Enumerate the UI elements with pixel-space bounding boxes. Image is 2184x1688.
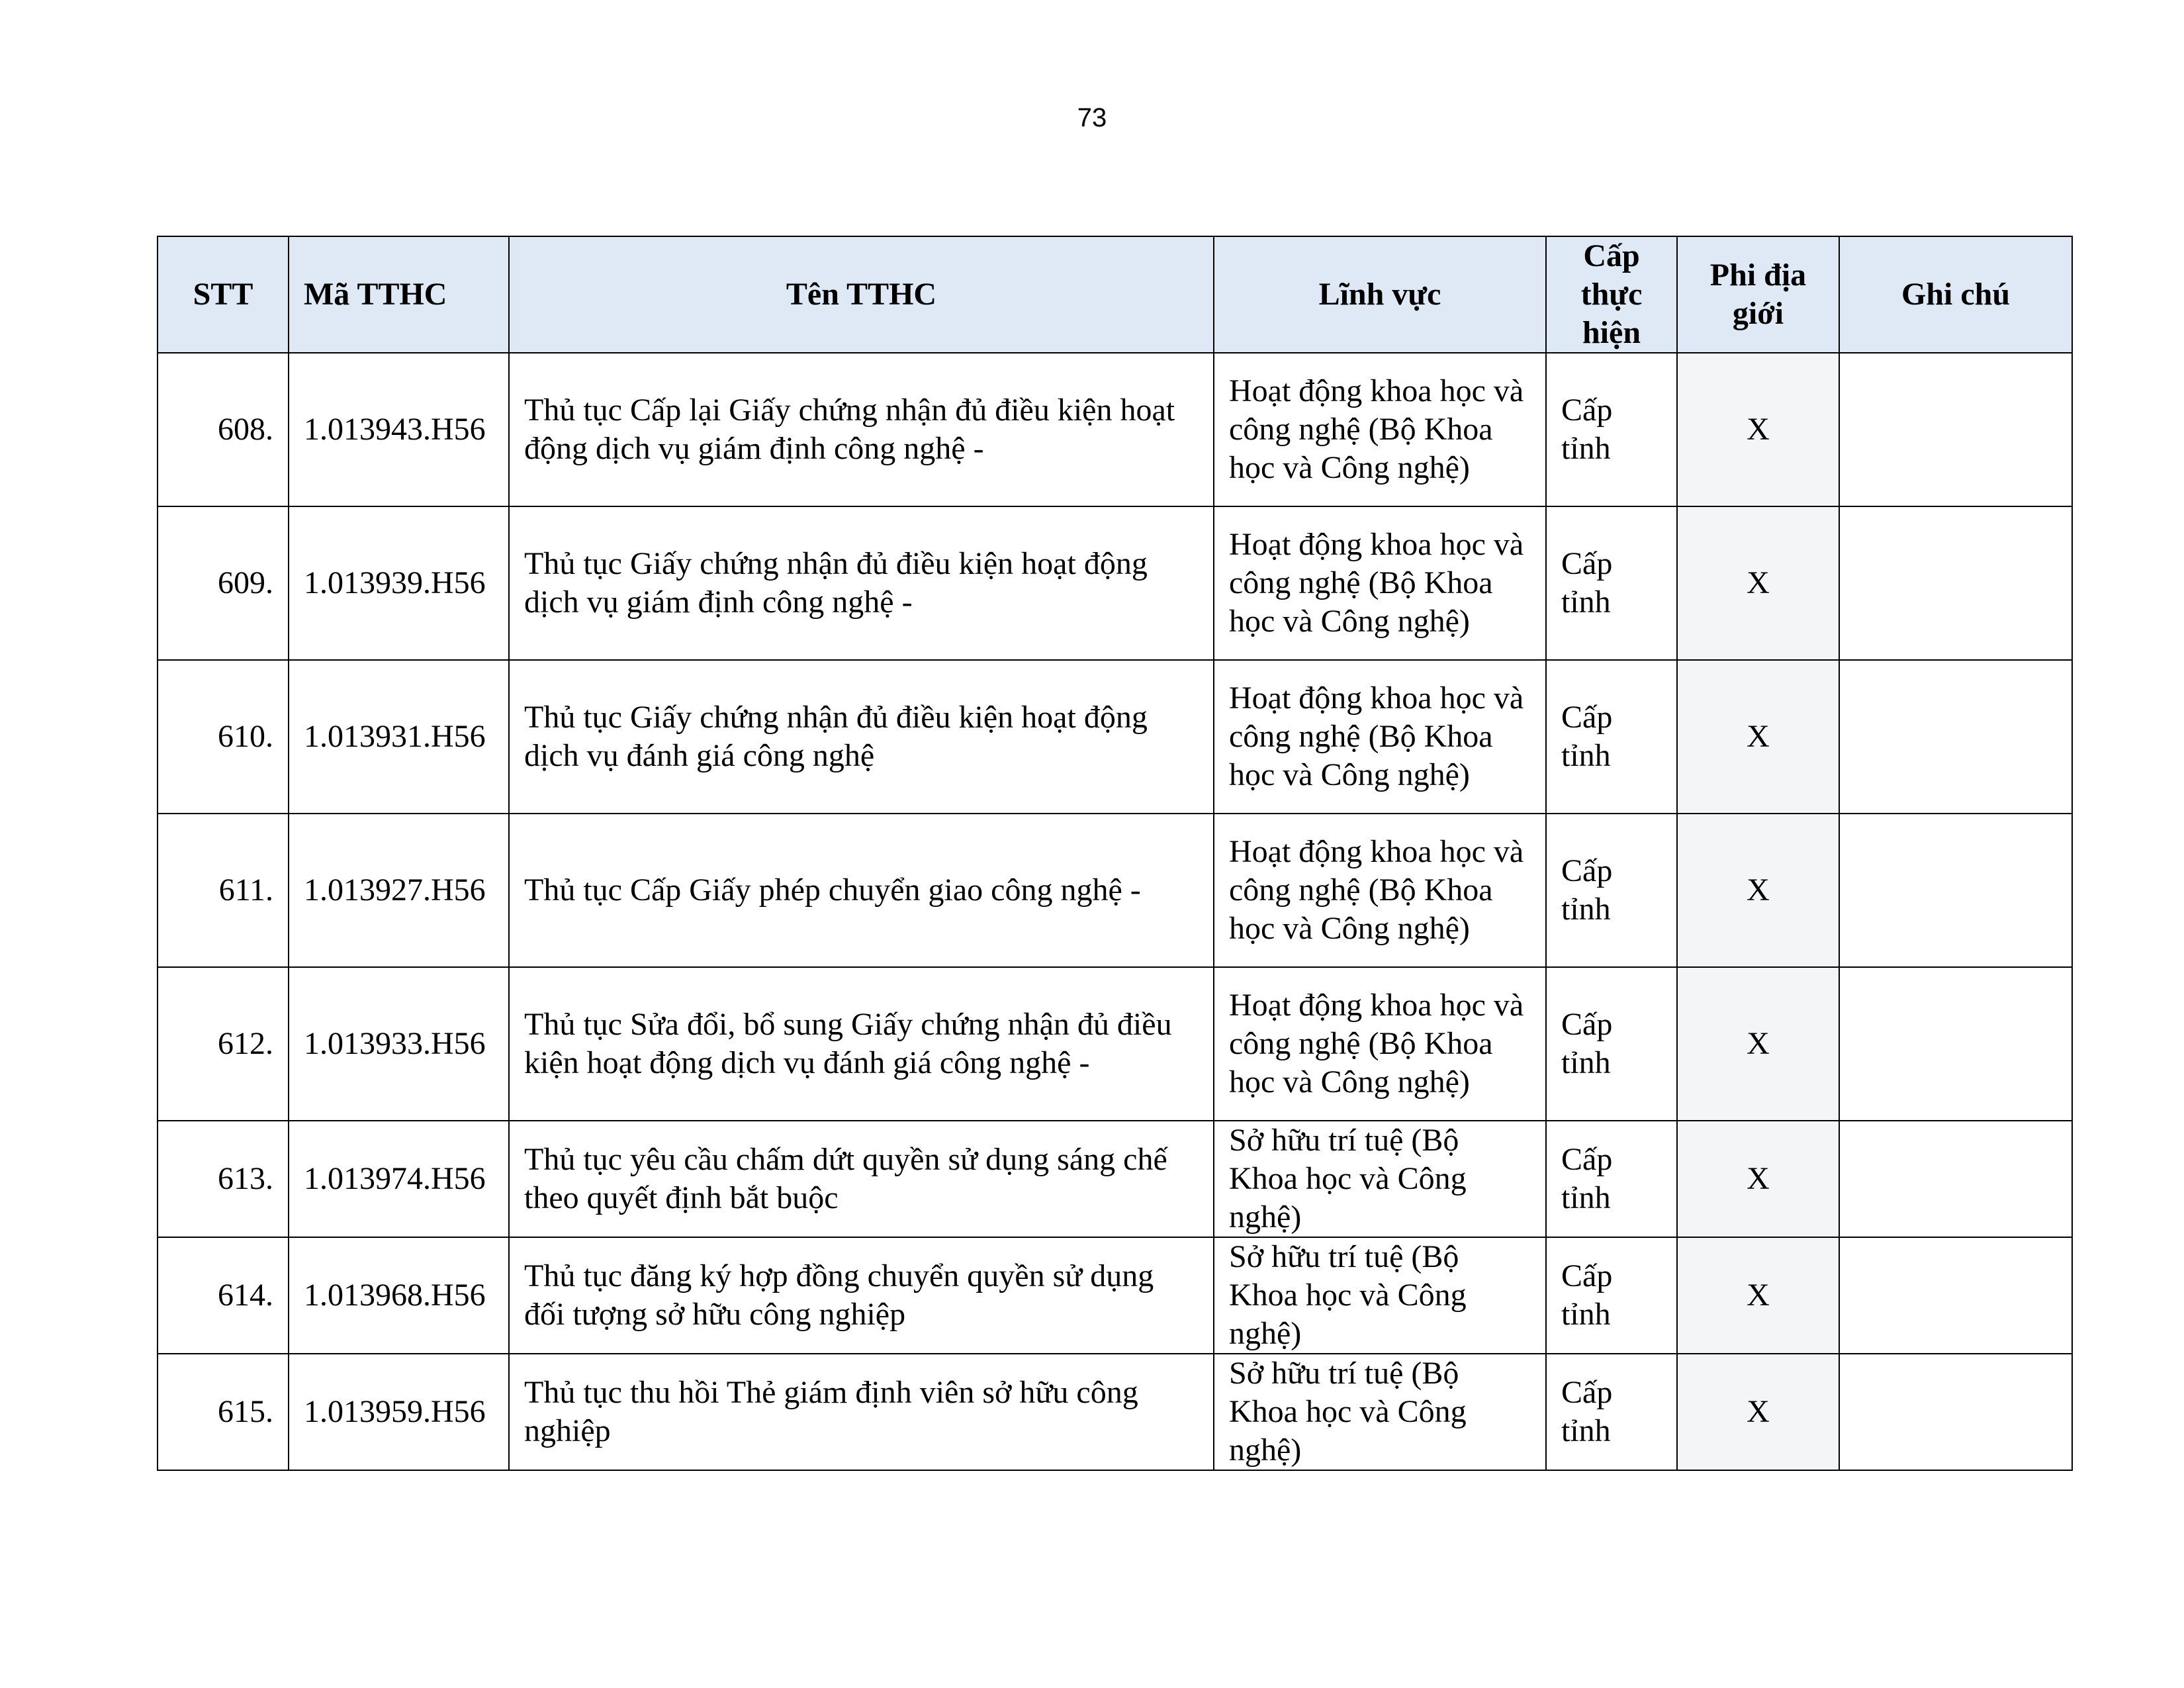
table-row [158, 1121, 2072, 1237]
tthc-table [157, 236, 2073, 1471]
cell-ten-tthc: Thủ tục Sửa đổi, bổ sung Giấy chứng nhận đủ điều kiện hoạt động dịch vụ đánh giá công nghệ - [509, 967, 1214, 1121]
cell-linh-vuc: Hoạt động khoa học và công nghệ (Bộ Khoa học và Công nghệ) [1214, 814, 1546, 967]
cell-ma-tthc: 1.013939.H56 [289, 506, 509, 660]
cell-ghi-chu [1839, 1354, 2072, 1470]
cell-stt: 610. [158, 660, 289, 814]
cell-ten-tthc: Thủ tục Cấp lại Giấy chứng nhận đủ điều kiện hoạt động dịch vụ giám định công nghệ - [509, 353, 1214, 506]
cell-cap-thuc-hien: Cấp tỉnh [1546, 1237, 1677, 1354]
cell-linh-vuc: Sở hữu trí tuệ (Bộ Khoa học và Công nghệ) [1214, 1121, 1546, 1237]
header-stt: STT [158, 236, 289, 353]
table-row [158, 1354, 2072, 1470]
header-linh-vuc: Lĩnh vực [1214, 236, 1546, 353]
cell-phi-dia-gioi: X [1677, 1237, 1839, 1354]
header-ma-tthc: Mã TTHC [289, 236, 509, 353]
cell-ghi-chu [1839, 1121, 2072, 1237]
page-number: 73 [1077, 103, 1107, 132]
cell-ghi-chu [1839, 353, 2072, 506]
cell-phi-dia-gioi: X [1677, 1354, 1839, 1470]
cell-linh-vuc: Sở hữu trí tuệ (Bộ Khoa học và Công nghệ) [1214, 1354, 1546, 1470]
table-row [158, 1237, 2072, 1354]
cell-ghi-chu [1839, 1237, 2072, 1354]
cell-cap-thuc-hien: Cấp tỉnh [1546, 1354, 1677, 1470]
header-ten-tthc: Tên TTHC [509, 236, 1214, 353]
cell-cap-thuc-hien: Cấp tỉnh [1546, 1121, 1677, 1237]
cell-ma-tthc: 1.013959.H56 [289, 1354, 509, 1470]
cell-cap-thuc-hien: Cấp tỉnh [1546, 814, 1677, 967]
cell-stt: 612. [158, 967, 289, 1121]
cell-phi-dia-gioi: X [1677, 660, 1839, 814]
cell-ma-tthc: 1.013931.H56 [289, 660, 509, 814]
table-row [158, 660, 2072, 814]
cell-ma-tthc: 1.013974.H56 [289, 1121, 509, 1237]
header-ghi-chu: Ghi chú [1839, 236, 2072, 353]
cell-linh-vuc: Hoạt động khoa học và công nghệ (Bộ Khoa học và Công nghệ) [1214, 353, 1546, 506]
cell-cap-thuc-hien: Cấp tỉnh [1546, 967, 1677, 1121]
cell-stt: 614. [158, 1237, 289, 1354]
cell-ma-tthc: 1.013943.H56 [289, 353, 509, 506]
table-row [158, 506, 2072, 660]
table-row [158, 353, 2072, 506]
table-header-row [158, 236, 2072, 353]
cell-linh-vuc: Hoạt động khoa học và công nghệ (Bộ Khoa học và Công nghệ) [1214, 967, 1546, 1121]
header-cap-thuc-hien: Cấp thực hiện [1546, 236, 1677, 353]
cell-ma-tthc: 1.013933.H56 [289, 967, 509, 1121]
cell-ghi-chu [1839, 967, 2072, 1121]
header-phi-dia-gioi: Phi địa giới [1677, 236, 1839, 353]
cell-phi-dia-gioi: X [1677, 814, 1839, 967]
cell-ten-tthc: Thủ tục Cấp Giấy phép chuyển giao công nghệ - [509, 814, 1214, 967]
cell-cap-thuc-hien: Cấp tỉnh [1546, 660, 1677, 814]
table-row [158, 814, 2072, 967]
cell-ma-tthc: 1.013968.H56 [289, 1237, 509, 1354]
cell-linh-vuc: Hoạt động khoa học và công nghệ (Bộ Khoa học và Công nghệ) [1214, 660, 1546, 814]
cell-phi-dia-gioi: X [1677, 353, 1839, 506]
cell-stt: 609. [158, 506, 289, 660]
cell-cap-thuc-hien: Cấp tỉnh [1546, 506, 1677, 660]
cell-stt: 608. [158, 353, 289, 506]
cell-ghi-chu [1839, 814, 2072, 967]
cell-ten-tthc: Thủ tục Giấy chứng nhận đủ điều kiện hoạt động dịch vụ đánh giá công nghệ [509, 660, 1214, 814]
cell-cap-thuc-hien: Cấp tỉnh [1546, 353, 1677, 506]
cell-linh-vuc: Sở hữu trí tuệ (Bộ Khoa học và Công nghệ) [1214, 1237, 1546, 1354]
cell-ten-tthc: Thủ tục đăng ký hợp đồng chuyển quyền sử dụng đối tượng sở hữu công nghiệp [509, 1237, 1214, 1354]
cell-linh-vuc: Hoạt động khoa học và công nghệ (Bộ Khoa học và Công nghệ) [1214, 506, 1546, 660]
cell-stt: 615. [158, 1354, 289, 1470]
cell-ghi-chu [1839, 506, 2072, 660]
cell-ghi-chu [1839, 660, 2072, 814]
cell-stt: 613. [158, 1121, 289, 1237]
cell-ma-tthc: 1.013927.H56 [289, 814, 509, 967]
cell-phi-dia-gioi: X [1677, 967, 1839, 1121]
cell-stt: 611. [158, 814, 289, 967]
cell-phi-dia-gioi: X [1677, 506, 1839, 660]
table-row [158, 967, 2072, 1121]
cell-phi-dia-gioi: X [1677, 1121, 1839, 1237]
cell-ten-tthc: Thủ tục yêu cầu chấm dứt quyền sử dụng sáng chế theo quyết định bắt buộc [509, 1121, 1214, 1237]
cell-ten-tthc: Thủ tục thu hồi Thẻ giám định viên sở hữu công nghiệp [509, 1354, 1214, 1470]
cell-ten-tthc: Thủ tục Giấy chứng nhận đủ điều kiện hoạt động dịch vụ giám định công nghệ - [509, 506, 1214, 660]
